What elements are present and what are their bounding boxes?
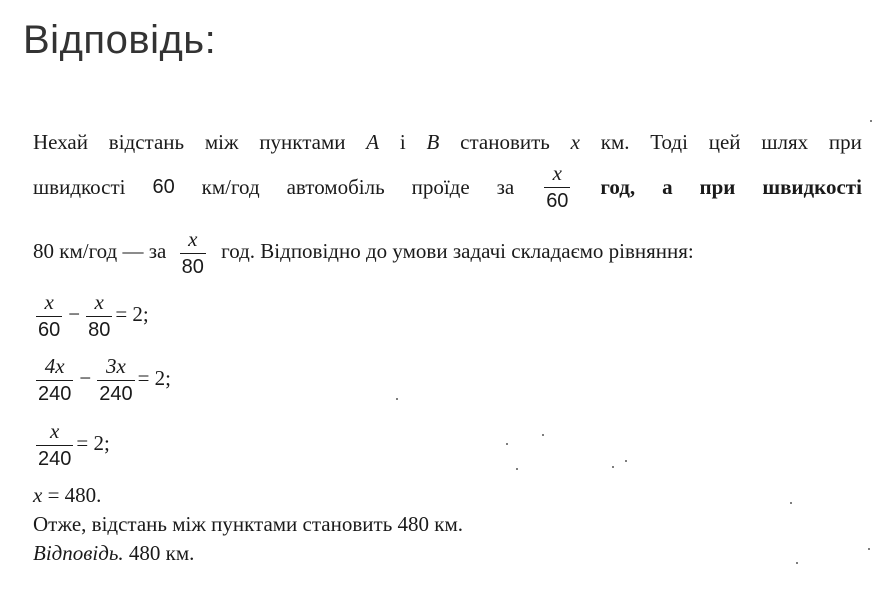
paragraph-line-3	[33, 229, 694, 277]
fraction	[97, 356, 134, 404]
fraction-numerator: x	[188, 227, 198, 251]
conclusion-line	[33, 514, 463, 535]
conclusion-text: Отже, відстань між пунктами становить 480 км.	[33, 512, 464, 536]
scan-speck	[516, 468, 518, 470]
scan-speck	[612, 466, 614, 468]
word: проїде	[411, 174, 470, 199]
word: Нехай	[33, 130, 88, 154]
word: а	[662, 174, 673, 199]
word: цей	[708, 130, 741, 154]
scan-speck	[796, 562, 798, 564]
word: швидкості	[33, 174, 126, 199]
fraction-denominator: 240	[97, 380, 134, 404]
scan-speck	[396, 398, 398, 400]
fraction-denominator: 60	[36, 316, 62, 340]
variable-x: x	[570, 130, 580, 154]
fraction-numerator: 3x	[105, 354, 126, 378]
fraction-numerator: x	[44, 290, 54, 314]
point-b-label: B	[426, 130, 440, 154]
result-value: = 480.	[42, 483, 102, 507]
fraction-numerator: x	[94, 290, 104, 314]
text-span: 80 км/год — за	[33, 238, 167, 263]
scan-speck	[506, 443, 508, 445]
fraction-denominator: 240	[36, 445, 73, 469]
word: км.	[600, 130, 630, 154]
scan-speck	[625, 460, 627, 462]
word: за	[496, 174, 515, 199]
fraction-denominator: 60	[544, 187, 570, 211]
fraction-x-over-60	[544, 163, 570, 211]
equation-3	[33, 421, 110, 469]
fraction-denominator: 80	[180, 253, 206, 277]
word: автомобіль	[286, 174, 385, 199]
word: шлях	[761, 130, 809, 154]
word: становить	[460, 130, 550, 154]
word: км/год	[201, 174, 260, 199]
answer-line	[33, 543, 194, 564]
word: і	[399, 130, 406, 154]
word: год,	[600, 174, 636, 199]
paragraph-line-1	[33, 132, 862, 153]
result-line	[33, 485, 101, 506]
fraction-x-over-80	[180, 229, 206, 277]
minus-operator: −	[68, 301, 81, 326]
word: між	[204, 130, 239, 154]
word: відстань	[108, 130, 185, 154]
equation-1	[33, 292, 149, 340]
answer-value: 480 км.	[123, 541, 195, 565]
fraction	[86, 292, 112, 340]
fraction-denominator: 80	[86, 316, 112, 340]
equation-rhs: = 2;	[137, 365, 172, 390]
word: Тоді	[650, 130, 688, 154]
fraction-numerator: x	[552, 161, 562, 185]
scan-speck	[870, 120, 872, 122]
equation-2	[33, 356, 171, 404]
answer-label: Відповідь.	[33, 541, 124, 565]
number: 60	[152, 176, 175, 198]
fraction-denominator: 240	[36, 380, 73, 404]
scan-speck	[542, 434, 544, 436]
scan-speck	[868, 548, 870, 550]
word: швидкості	[762, 174, 862, 199]
word: при	[699, 174, 736, 199]
fraction	[36, 421, 73, 469]
minus-operator: −	[79, 365, 92, 390]
word: при	[828, 130, 862, 154]
equation-rhs: = 2;	[76, 430, 110, 455]
fraction-numerator: x	[50, 419, 60, 443]
scan-speck	[790, 502, 792, 504]
text-span: год. Відповідно до умови задачі складаємо рівняння:	[221, 238, 694, 263]
point-a-label: A	[366, 130, 380, 154]
paragraph-line-2	[33, 163, 862, 211]
variable-x: x	[33, 483, 43, 507]
fraction-numerator: 4x	[44, 354, 65, 378]
fraction	[36, 356, 73, 404]
equation-rhs: = 2;	[115, 301, 149, 326]
word: пунктами	[259, 130, 346, 154]
fraction	[36, 292, 62, 340]
page-title: Відповідь:	[23, 18, 217, 62]
